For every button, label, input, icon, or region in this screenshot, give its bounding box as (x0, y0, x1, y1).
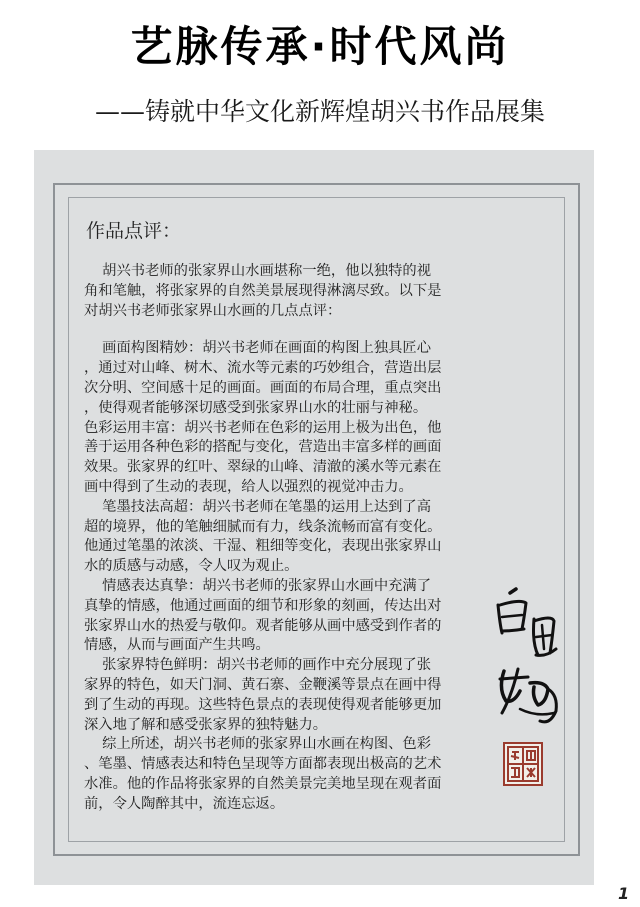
review-line: 超的境界，他的笔触细腻而有力，线条流畅而富有变化。 (84, 518, 442, 535)
review-line: 前，令人陶醉其中，流连忘返。 (84, 795, 285, 812)
review-line: 水准。他的作品将张家界的自然美景完美地呈现在观者面 (84, 775, 442, 792)
review-line: 画中得到了生动的表现，给人以强烈的视觉冲击力。 (84, 478, 413, 495)
review-line: 水的质感与动感，令人叹为观止。 (84, 558, 299, 575)
review-line: ，通过对山峰、树木、流水等元素的巧妙组合，营造出层 (84, 360, 442, 377)
review-line: 张家界特色鲜明：胡兴书老师的画作中充分展现了张 (84, 657, 432, 674)
review-body (84, 262, 504, 815)
review-heading: 作品点评： (86, 220, 182, 242)
review-line: 张家界山水的热爱与敬仰。观者能够从画中感受到作者的 (84, 617, 442, 634)
review-line: 画面构图精妙：胡兴书老师在画面的构图上独具匠心 (84, 340, 432, 357)
seal-stamp (503, 742, 543, 786)
review-line: 角和笔触，将张家界的自然美景展现得淋漓尽致。以下是 (84, 282, 442, 299)
paragraph-gap (84, 321, 504, 339)
review-line: 家界的特色，如天门洞、黄石寨、金鞭溪等景点在画中得 (84, 676, 442, 693)
page-title: 艺脉传承·时代风尚 (130, 22, 510, 71)
review-line: 他通过笔墨的浓淡、干湿、粗细等变化，表现出张家界山 (84, 538, 442, 555)
review-line: 情感表达真挚：胡兴书老师的张家界山水画中充满了 (84, 577, 432, 594)
review-line: 情感，从而与画面产生共鸣。 (84, 637, 270, 654)
review-line: 对胡兴书老师张家界山水画的几点点评： (84, 302, 342, 319)
review-line: 、笔墨、情感表达和特色呈现等方面都表现出极高的艺术 (84, 756, 442, 773)
review-line: 胡兴书老师的张家界山水画堪称一绝，他以独特的视 (84, 263, 432, 279)
review-line: 次分明、空间感十足的画面。画面的布局合理，重点突出 (84, 379, 442, 396)
seal-glyph (505, 744, 541, 784)
page-number: 1 (618, 884, 630, 903)
review-line: 效果。张家界的红叶、翠绿的山峰、清澈的溪水等元素在 (84, 459, 442, 476)
review-line: 深入地了解和感受张家界的独特魅力。 (84, 716, 328, 733)
review-line: 笔墨技法高超：胡兴书老师在笔墨的运用上达到了高 (84, 498, 432, 515)
signature-image (490, 585, 570, 735)
page-subtitle: ——铸就中华文化新辉煌胡兴书作品展集 (94, 97, 545, 126)
review-line: 真挚的情感，他通过画面的细节和形象的刻画，传达出对 (84, 597, 442, 614)
review-line: 色彩运用丰富：胡兴书老师在色彩的运用上极为出色，他 (84, 419, 442, 436)
review-line: 善于运用各种色彩的搭配与变化，营造出丰富多样的画面 (84, 439, 442, 456)
review-line: ，使得观者能够深切感受到张家界山水的壮丽与神秘。 (84, 399, 428, 416)
review-line: 综上所述，胡兴书老师的张家界山水画在构图、色彩 (84, 736, 432, 753)
review-line: 到了生动的再现。这些特色景点的表现使得观者能够更加 (84, 696, 442, 713)
